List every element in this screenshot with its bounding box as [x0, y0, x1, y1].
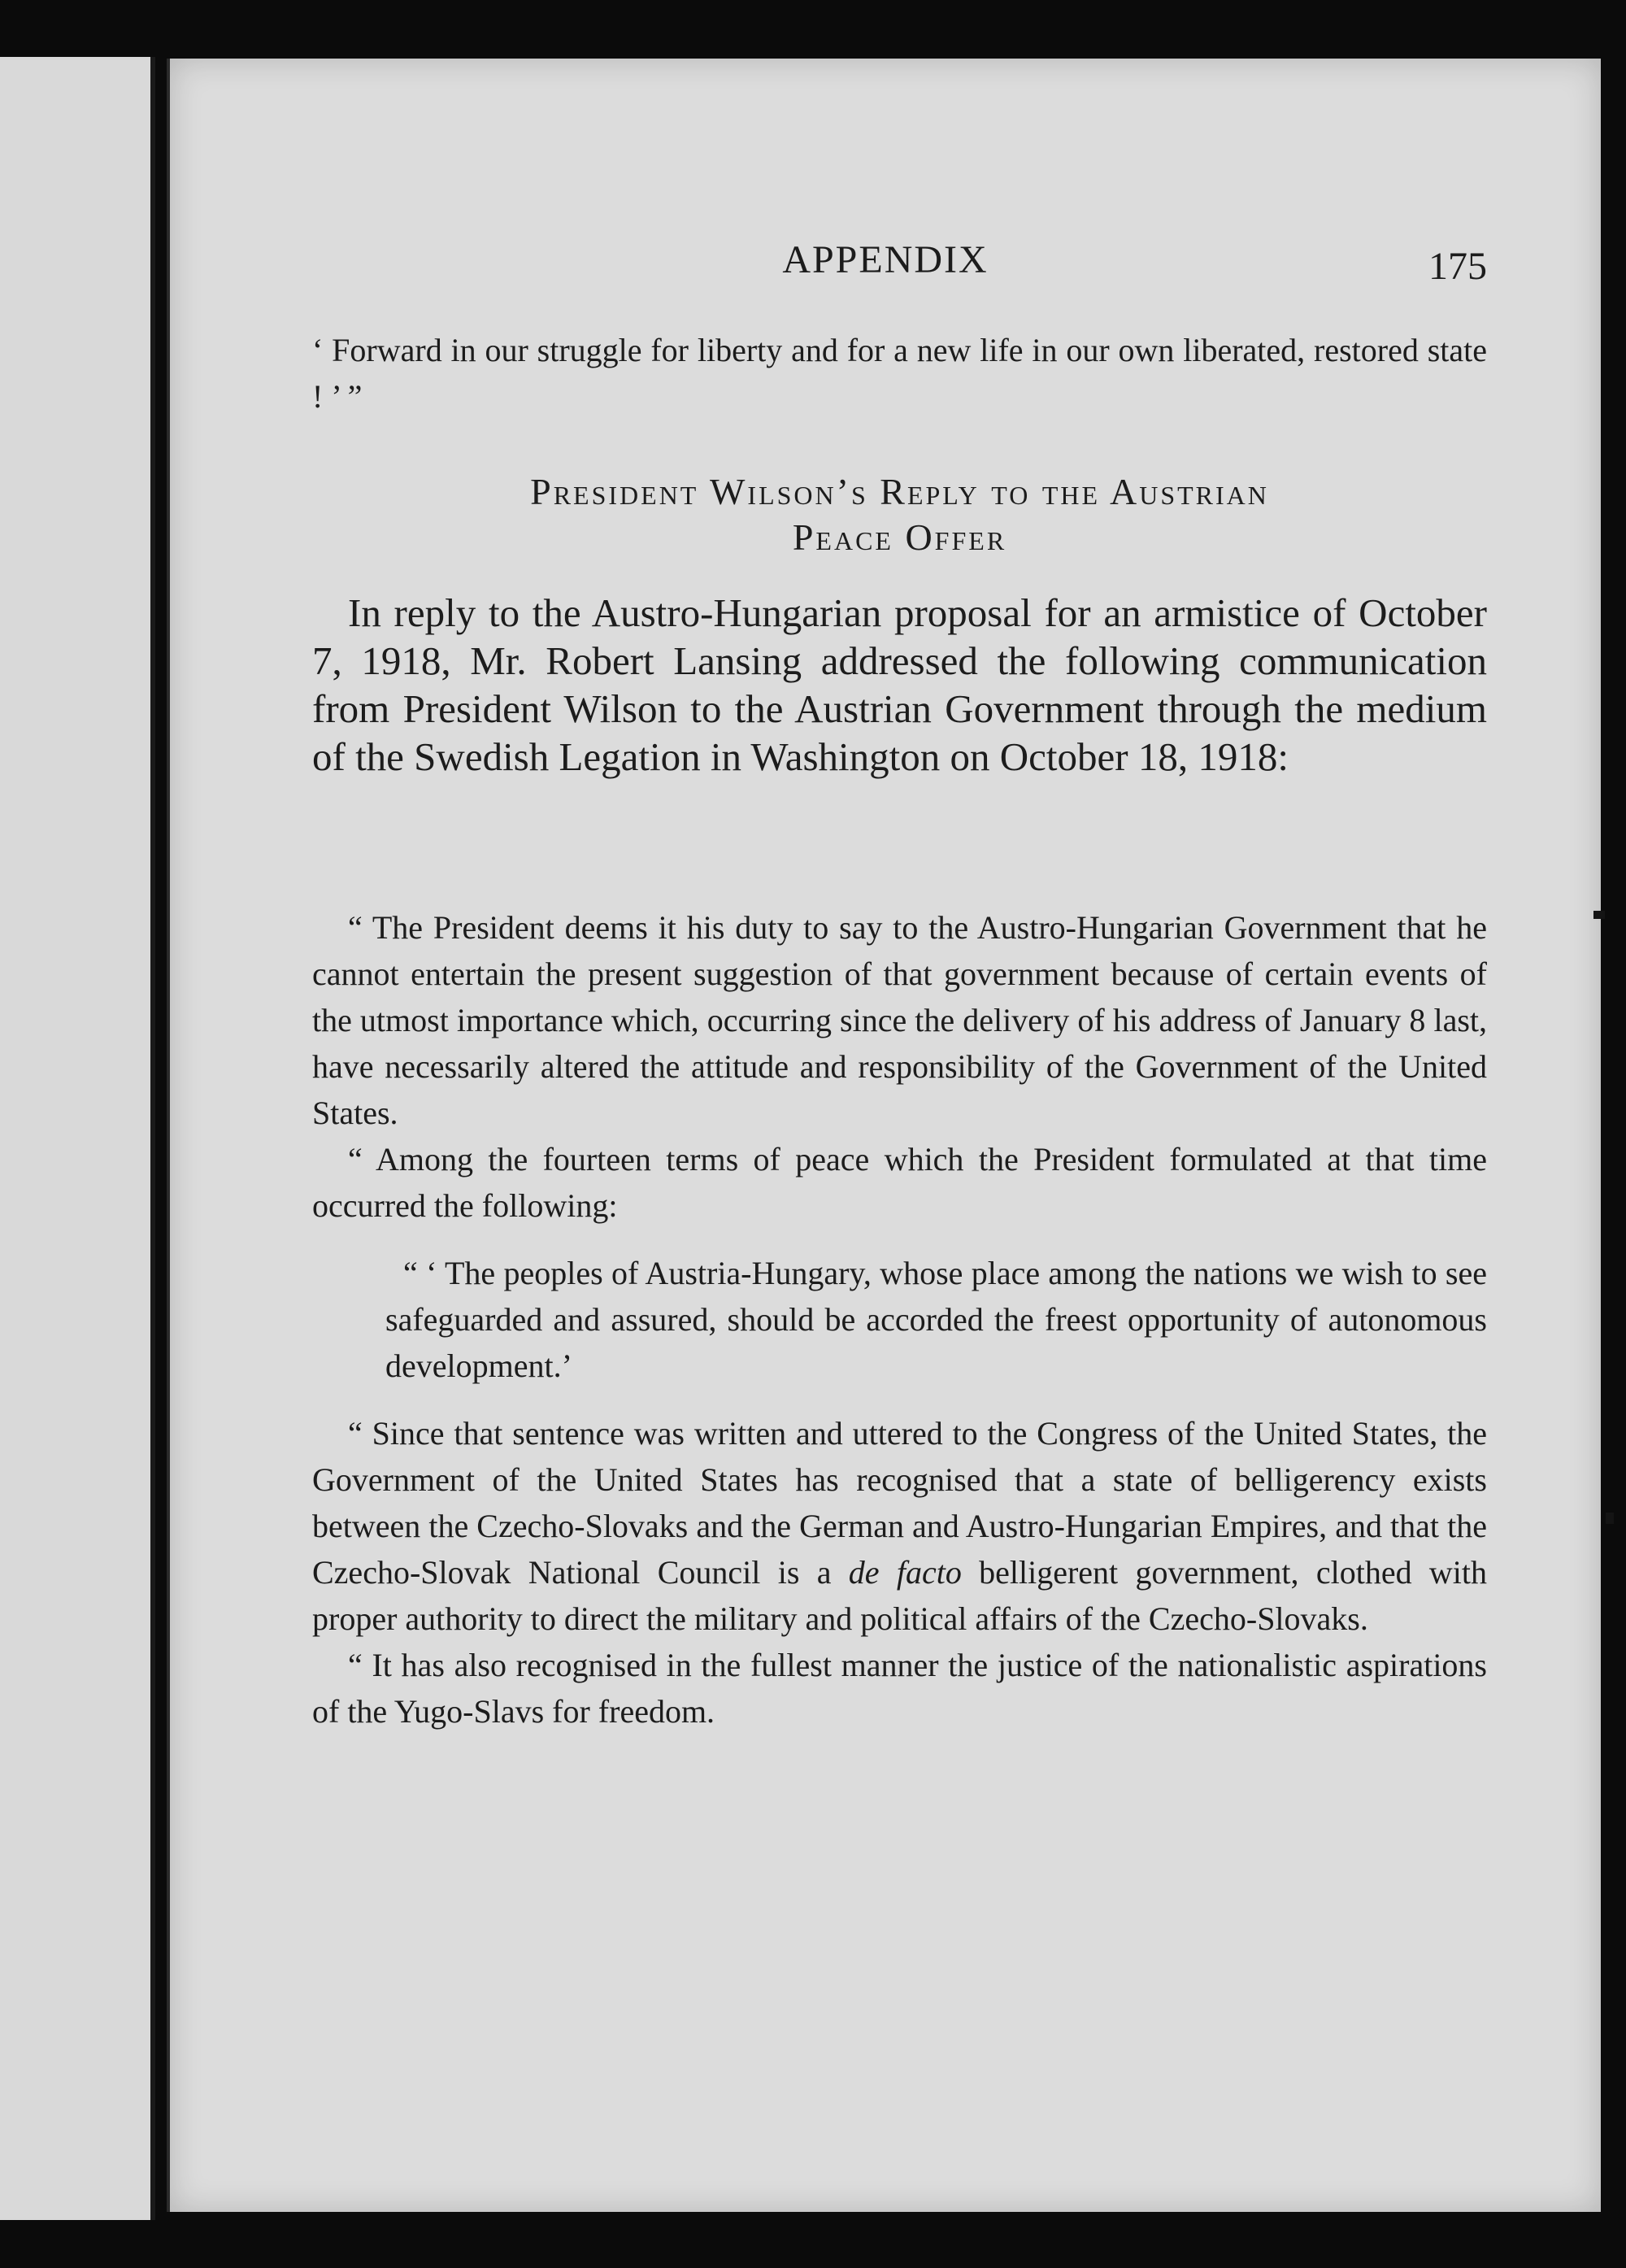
running-head: APPENDIX [782, 238, 989, 281]
page-number: 175 [1428, 245, 1487, 288]
section-heading-line2: Peace Offer [792, 516, 1007, 558]
quote-paragraph-1: “ The President deems it his duty to say to the Austro-Hungarian Government that he cannot entertain the present suggestion of that government because of certain events of the utmost importance which, occurring since the delivery of his address of January 8 last, have necessarily altered the attitude and responsibility of the Government of the United States. [312, 909, 1487, 1131]
scan-speck [1593, 911, 1605, 919]
quote-paragraph-4: “ It has also recognised in the fullest manner the justice of the nationalistic aspirations of the Yugo-Slavs for freedom. [312, 1647, 1487, 1730]
quote-paragraph-3 [312, 1410, 1487, 1642]
opening-paragraph-block [312, 327, 1487, 420]
letter-text [312, 904, 1487, 1735]
quote-paragraph-3-text-a: “ Since that sentence was written and uttered to the Congress of the United States, the Government of the United States has recognised that a state of belligerency exists between the Czecho-Slovaks and the German and Austro-Hungarian Empires, and that the Czecho-Slovak National Council is a [312, 1415, 1487, 1591]
section-heading [312, 469, 1487, 560]
section-heading-line1: President Wilson’s Reply to the Austrian [530, 471, 1269, 512]
quote-paragraph-2: “ Among the fourteen terms of peace which the President formulated at that time occurred the following: [312, 1141, 1487, 1224]
intro-block [312, 589, 1487, 781]
adjacent-page-edge [0, 57, 155, 2220]
quote-paragraph-3-italic: de facto [848, 1554, 962, 1591]
opening-paragraph: ‘ Forward in our struggle for liberty and for a new life in our own liberated, restored state ! ’ ” [312, 332, 1487, 415]
intro-paragraph: In reply to the Austro-Hungarian proposal for an armistice of October 7, 1918, Mr. Robert Lansing addressed the following communication from President Wilson to the Austrian Government through the medium of the Swedish Legation in Washington on October 18, 1918: [312, 590, 1487, 779]
book-page [167, 59, 1601, 2212]
block-quotation: “ ‘ The peoples of Austria-Hungary, whose place among the nations we wish to see safeguarded and assured, should be accorded the freest opportunity of autonomous development.’ [385, 1255, 1487, 1384]
scan-speck [1606, 1513, 1614, 1524]
quote-paragraph-3-text-b: belligerent government, clothed with proper authority to direct the military and political affairs of the Czecho-Slovaks. [312, 1554, 1487, 1637]
